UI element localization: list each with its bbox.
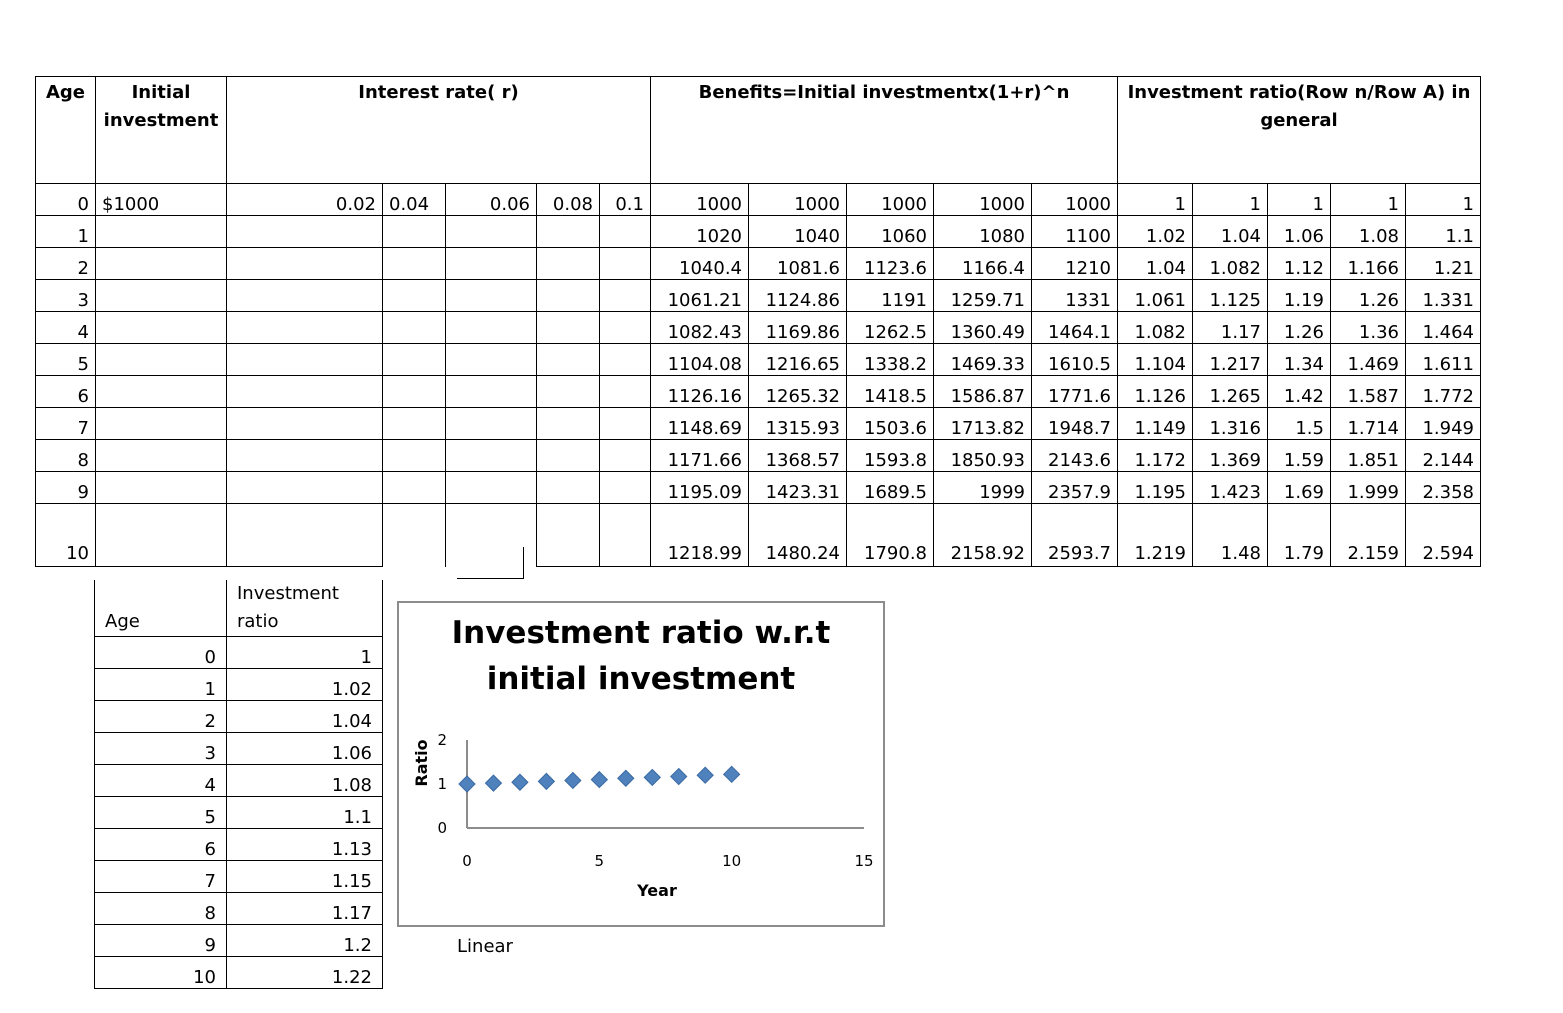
age-cell: 8 — [36, 440, 96, 472]
ratio-value-header: Investment ratio — [227, 580, 383, 637]
rate-cell — [600, 376, 651, 408]
benefit-cell: 1218.99 — [651, 504, 749, 567]
ratio-value-cell: 1.2 — [227, 925, 383, 957]
age-cell: 6 — [36, 376, 96, 408]
initial-cell — [96, 312, 227, 344]
ratio-cell: 1.369 — [1193, 440, 1268, 472]
data-point — [644, 769, 660, 785]
ratio-age-cell: 9 — [95, 925, 227, 957]
rate-cell — [600, 344, 651, 376]
rate-cell — [537, 216, 600, 248]
ratio-row — [95, 637, 383, 669]
ratio-value-cell: 1.13 — [227, 829, 383, 861]
ratio-cell: 1.126 — [1118, 376, 1193, 408]
data-point — [618, 770, 634, 786]
benefit-cell: 1360.49 — [934, 312, 1032, 344]
investment-table — [35, 76, 1481, 567]
ratio-row — [95, 797, 383, 829]
rate-cell — [383, 248, 446, 280]
ratio-cell: 1.331 — [1406, 280, 1481, 312]
ratio-age-cell: 7 — [95, 861, 227, 893]
age-cell: 2 — [36, 248, 96, 280]
ratio-cell: 1.104 — [1118, 344, 1193, 376]
ratio-row — [95, 925, 383, 957]
ratio-cell: 1.851 — [1331, 440, 1406, 472]
rate-cell — [537, 376, 600, 408]
rate-cell: 0.02 — [227, 184, 383, 216]
rate-cell — [600, 248, 651, 280]
ratio-value-cell: 1.06 — [227, 733, 383, 765]
rate-cell: 0.04 — [383, 184, 446, 216]
x-axis-label: Year — [637, 881, 677, 900]
age-cell: 9 — [36, 472, 96, 504]
ratio-cell: 1 — [1118, 184, 1193, 216]
ratio-cell: 1.714 — [1331, 408, 1406, 440]
ratio-cell: 1.172 — [1118, 440, 1193, 472]
age-header: Age — [36, 77, 96, 184]
ratio-row — [95, 957, 383, 989]
cell-divider — [523, 547, 524, 578]
rate-cell — [600, 312, 651, 344]
y-tick-label: 1 — [437, 775, 447, 793]
ratio-value-cell: 1.17 — [227, 893, 383, 925]
ratio-value-cell: 1.15 — [227, 861, 383, 893]
rate-cell — [227, 408, 383, 440]
data-point — [512, 774, 528, 790]
benefit-cell: 1060 — [847, 216, 934, 248]
ratio-cell: 2.144 — [1406, 440, 1481, 472]
ratio-cell: 1.69 — [1268, 472, 1331, 504]
ratio-value-cell: 1 — [227, 637, 383, 669]
benefit-cell: 1999 — [934, 472, 1032, 504]
benefit-cell: 1040 — [749, 216, 847, 248]
benefit-cell: 1689.5 — [847, 472, 934, 504]
data-point — [591, 772, 607, 788]
ratio-cell: 1.08 — [1331, 216, 1406, 248]
benefit-cell: 1081.6 — [749, 248, 847, 280]
rate-cell — [227, 376, 383, 408]
rate-cell — [383, 312, 446, 344]
rate-cell — [600, 472, 651, 504]
benefit-cell: 1080 — [934, 216, 1032, 248]
rate-cell — [446, 376, 537, 408]
table-row — [36, 280, 1481, 312]
ratio-cell: 1.195 — [1118, 472, 1193, 504]
x-tick-label: 15 — [854, 852, 874, 870]
rate-cell — [227, 248, 383, 280]
benefit-cell: 1610.5 — [1032, 344, 1118, 376]
rate-cell — [446, 440, 537, 472]
ratio-cell: 1.469 — [1331, 344, 1406, 376]
ratio-cell: 1.217 — [1193, 344, 1268, 376]
cell-underline — [457, 578, 524, 579]
benefit-cell: 1195.09 — [651, 472, 749, 504]
benefit-cell: 1480.24 — [749, 504, 847, 567]
ratio-cell: 1.17 — [1193, 312, 1268, 344]
interest-rate-header: Interest rate( r) — [227, 77, 651, 184]
benefit-cell: 1850.93 — [934, 440, 1032, 472]
ratio-value-cell: 1.02 — [227, 669, 383, 701]
ratio-cell: 1.1 — [1406, 216, 1481, 248]
initial-cell — [96, 408, 227, 440]
rate-cell — [227, 504, 383, 567]
ratio-age-cell: 10 — [95, 957, 227, 989]
ratio-cell: 1.36 — [1331, 312, 1406, 344]
ratio-cell: 1.772 — [1406, 376, 1481, 408]
benefit-cell: 1259.71 — [934, 280, 1032, 312]
rate-cell — [600, 216, 651, 248]
rate-cell — [383, 216, 446, 248]
rate-cell — [446, 408, 537, 440]
rate-cell — [600, 280, 651, 312]
initial-cell — [96, 280, 227, 312]
benefit-cell: 1790.8 — [847, 504, 934, 567]
ratio-cell: 1.423 — [1193, 472, 1268, 504]
ratio-row — [95, 733, 383, 765]
ratio-cell: 1.464 — [1406, 312, 1481, 344]
ratio-cell: 1.082 — [1118, 312, 1193, 344]
rate-cell — [537, 312, 600, 344]
age-cell: 7 — [36, 408, 96, 440]
table-row — [36, 408, 1481, 440]
ratio-cell: 1.166 — [1331, 248, 1406, 280]
rate-cell — [383, 280, 446, 312]
rate-cell — [446, 280, 537, 312]
benefit-cell: 1423.31 — [749, 472, 847, 504]
ratio-cell: 1.082 — [1193, 248, 1268, 280]
ratio-cell: 1.48 — [1193, 504, 1268, 567]
ratio-age-cell: 5 — [95, 797, 227, 829]
ratio-header-row — [95, 580, 383, 637]
benefit-cell: 1713.82 — [934, 408, 1032, 440]
rate-cell — [537, 504, 600, 567]
benefit-cell: 1000 — [749, 184, 847, 216]
data-point — [565, 772, 581, 788]
rate-cell — [227, 280, 383, 312]
ratio-cell: 1.125 — [1193, 280, 1268, 312]
ratio-value-cell: 1.22 — [227, 957, 383, 989]
y-axis-label: Ratio — [412, 739, 431, 787]
ratio-cell: 1.42 — [1268, 376, 1331, 408]
table-row — [36, 440, 1481, 472]
ratio-cell: 1.04 — [1118, 248, 1193, 280]
data-point — [724, 766, 740, 782]
benefit-cell: 1148.69 — [651, 408, 749, 440]
initial-cell — [96, 344, 227, 376]
initial-cell — [96, 248, 227, 280]
initial-cell — [96, 216, 227, 248]
benefit-cell: 1191 — [847, 280, 934, 312]
ratio-age-cell: 4 — [95, 765, 227, 797]
age-cell: 10 — [36, 504, 96, 567]
age-cell: 3 — [36, 280, 96, 312]
benefit-cell: 1464.1 — [1032, 312, 1118, 344]
rate-cell — [446, 216, 537, 248]
benefit-cell: 1503.6 — [847, 408, 934, 440]
ratio-age-cell: 8 — [95, 893, 227, 925]
ratio-cell: 2.159 — [1331, 504, 1406, 567]
rate-cell — [383, 440, 446, 472]
benefit-cell: 1104.08 — [651, 344, 749, 376]
benefit-cell: 2158.92 — [934, 504, 1032, 567]
ratio-cell: 1.999 — [1331, 472, 1406, 504]
rate-cell — [383, 344, 446, 376]
benefit-cell: 1593.8 — [847, 440, 934, 472]
ratio-age-cell: 6 — [95, 829, 227, 861]
rate-cell — [537, 280, 600, 312]
benefit-cell: 2357.9 — [1032, 472, 1118, 504]
table-row — [36, 376, 1481, 408]
benefit-cell: 2143.6 — [1032, 440, 1118, 472]
rate-cell — [446, 472, 537, 504]
rate-cell: 0.1 — [600, 184, 651, 216]
x-tick-label: 10 — [722, 852, 742, 870]
benefit-cell: 1169.86 — [749, 312, 847, 344]
benefit-cell: 1216.65 — [749, 344, 847, 376]
benefit-cell: 1020 — [651, 216, 749, 248]
ratio-cell: 1.219 — [1118, 504, 1193, 567]
rate-cell — [446, 312, 537, 344]
ratio-cell: 1.04 — [1193, 216, 1268, 248]
data-point — [538, 773, 554, 789]
ratio-cell: 1.12 — [1268, 248, 1331, 280]
ratio-cell: 1.79 — [1268, 504, 1331, 567]
benefit-cell: 1100 — [1032, 216, 1118, 248]
ratio-table — [94, 580, 383, 989]
initial-cell — [96, 472, 227, 504]
benefit-cell: 1124.86 — [749, 280, 847, 312]
data-point — [459, 776, 475, 792]
x-tick-label: 0 — [462, 852, 472, 870]
ratio-cell: 1.19 — [1268, 280, 1331, 312]
y-tick-label: 2 — [437, 731, 447, 749]
rate-cell — [227, 440, 383, 472]
y-tick-label: 0 — [437, 819, 447, 837]
rate-cell — [227, 216, 383, 248]
linear-label: Linear — [457, 936, 513, 957]
benefit-cell: 2593.7 — [1032, 504, 1118, 567]
ratio-row — [95, 701, 383, 733]
ratio-row — [95, 765, 383, 797]
rate-cell — [600, 504, 651, 567]
table-row — [36, 472, 1481, 504]
table-row — [36, 216, 1481, 248]
ratio-age-cell: 0 — [95, 637, 227, 669]
age-cell: 5 — [36, 344, 96, 376]
table-row — [36, 248, 1481, 280]
rate-cell — [537, 344, 600, 376]
age-cell: 0 — [36, 184, 96, 216]
ratio-cell: 1 — [1193, 184, 1268, 216]
rate-cell — [537, 472, 600, 504]
benefit-cell: 1331 — [1032, 280, 1118, 312]
ratio-cell: 1.02 — [1118, 216, 1193, 248]
ratio-cell: 1.26 — [1331, 280, 1406, 312]
rate-cell — [446, 248, 537, 280]
ratio-cell: 1.06 — [1268, 216, 1331, 248]
ratio-age-cell: 3 — [95, 733, 227, 765]
ratio-cell: 1.149 — [1118, 408, 1193, 440]
benefit-cell: 1000 — [847, 184, 934, 216]
rate-cell: 0.06 — [446, 184, 537, 216]
rate-cell — [227, 312, 383, 344]
rate-cell — [227, 472, 383, 504]
benefit-cell: 1265.32 — [749, 376, 847, 408]
ratio-value-cell: 1.1 — [227, 797, 383, 829]
data-point — [697, 767, 713, 783]
benefit-cell: 1126.16 — [651, 376, 749, 408]
rate-cell — [600, 408, 651, 440]
ratio-row — [95, 669, 383, 701]
ratio-value-cell: 1.08 — [227, 765, 383, 797]
ratio-cell: 1 — [1268, 184, 1331, 216]
benefit-cell: 1418.5 — [847, 376, 934, 408]
ratio-cell: 1 — [1331, 184, 1406, 216]
ratio-cell: 1.611 — [1406, 344, 1481, 376]
ratio-chart — [397, 601, 885, 927]
initial-investment-header: Initial investment — [96, 77, 227, 184]
benefit-cell: 1040.4 — [651, 248, 749, 280]
rate-cell — [537, 440, 600, 472]
table-row — [36, 184, 1481, 216]
rate-cell — [383, 472, 446, 504]
initial-cell — [96, 440, 227, 472]
rate-cell — [383, 376, 446, 408]
x-tick-label: 5 — [594, 852, 605, 870]
rate-cell — [537, 408, 600, 440]
ratio-cell: 2.358 — [1406, 472, 1481, 504]
ratio-value-cell: 1.04 — [227, 701, 383, 733]
ratio-row — [95, 829, 383, 861]
benefit-cell: 1948.7 — [1032, 408, 1118, 440]
initial-cell: $1000 — [96, 184, 227, 216]
age-cell: 4 — [36, 312, 96, 344]
ratio-cell: 1.949 — [1406, 408, 1481, 440]
initial-cell — [96, 376, 227, 408]
ratio-cell: 1.587 — [1331, 376, 1406, 408]
benefits-header: Benefits=Initial investmentx(1+r)^n — [651, 77, 1118, 184]
ratio-age-cell: 2 — [95, 701, 227, 733]
benefit-cell: 1166.4 — [934, 248, 1032, 280]
rate-cell — [537, 248, 600, 280]
benefit-cell: 1000 — [934, 184, 1032, 216]
chart-title: initial investment — [486, 661, 796, 697]
chart-svg — [399, 603, 883, 925]
chart-title: Investment ratio w.r.t — [451, 615, 831, 651]
ratio-cell: 1.34 — [1268, 344, 1331, 376]
ratio-cell: 1.265 — [1193, 376, 1268, 408]
benefit-cell: 1771.6 — [1032, 376, 1118, 408]
benefit-cell: 1469.33 — [934, 344, 1032, 376]
ratio-cell: 1.5 — [1268, 408, 1331, 440]
rate-cell — [227, 344, 383, 376]
rate-cell — [383, 408, 446, 440]
data-point — [671, 769, 687, 785]
benefit-cell: 1368.57 — [749, 440, 847, 472]
ratio-header: Investment ratio(Row n/Row A) in general — [1118, 77, 1481, 184]
ratio-cell: 1.316 — [1193, 408, 1268, 440]
ratio-cell: 1.26 — [1268, 312, 1331, 344]
benefit-cell: 1338.2 — [847, 344, 934, 376]
benefit-cell: 1262.5 — [847, 312, 934, 344]
ratio-cell: 1.21 — [1406, 248, 1481, 280]
ratio-cell: 2.594 — [1406, 504, 1481, 567]
ratio-row — [95, 861, 383, 893]
table-row — [36, 344, 1481, 376]
data-point — [485, 775, 501, 791]
benefit-cell: 1082.43 — [651, 312, 749, 344]
ratio-cell: 1.061 — [1118, 280, 1193, 312]
benefit-cell: 1000 — [651, 184, 749, 216]
table-row — [36, 312, 1481, 344]
benefit-cell: 1000 — [1032, 184, 1118, 216]
rate-cell: 0.08 — [537, 184, 600, 216]
header-row — [36, 77, 1481, 184]
ratio-cell: 1 — [1406, 184, 1481, 216]
benefit-cell: 1061.21 — [651, 280, 749, 312]
initial-cell — [96, 504, 227, 567]
ratio-age-header: Age — [95, 580, 227, 637]
table-row — [36, 504, 1481, 567]
rate-cell — [446, 344, 537, 376]
ratio-row — [95, 893, 383, 925]
rate-cell — [383, 504, 446, 567]
ratio-age-cell: 1 — [95, 669, 227, 701]
rate-cell — [600, 440, 651, 472]
age-cell: 1 — [36, 216, 96, 248]
benefit-cell: 1210 — [1032, 248, 1118, 280]
benefit-cell: 1171.66 — [651, 440, 749, 472]
benefit-cell: 1315.93 — [749, 408, 847, 440]
ratio-cell: 1.59 — [1268, 440, 1331, 472]
benefit-cell: 1123.6 — [847, 248, 934, 280]
benefit-cell: 1586.87 — [934, 376, 1032, 408]
